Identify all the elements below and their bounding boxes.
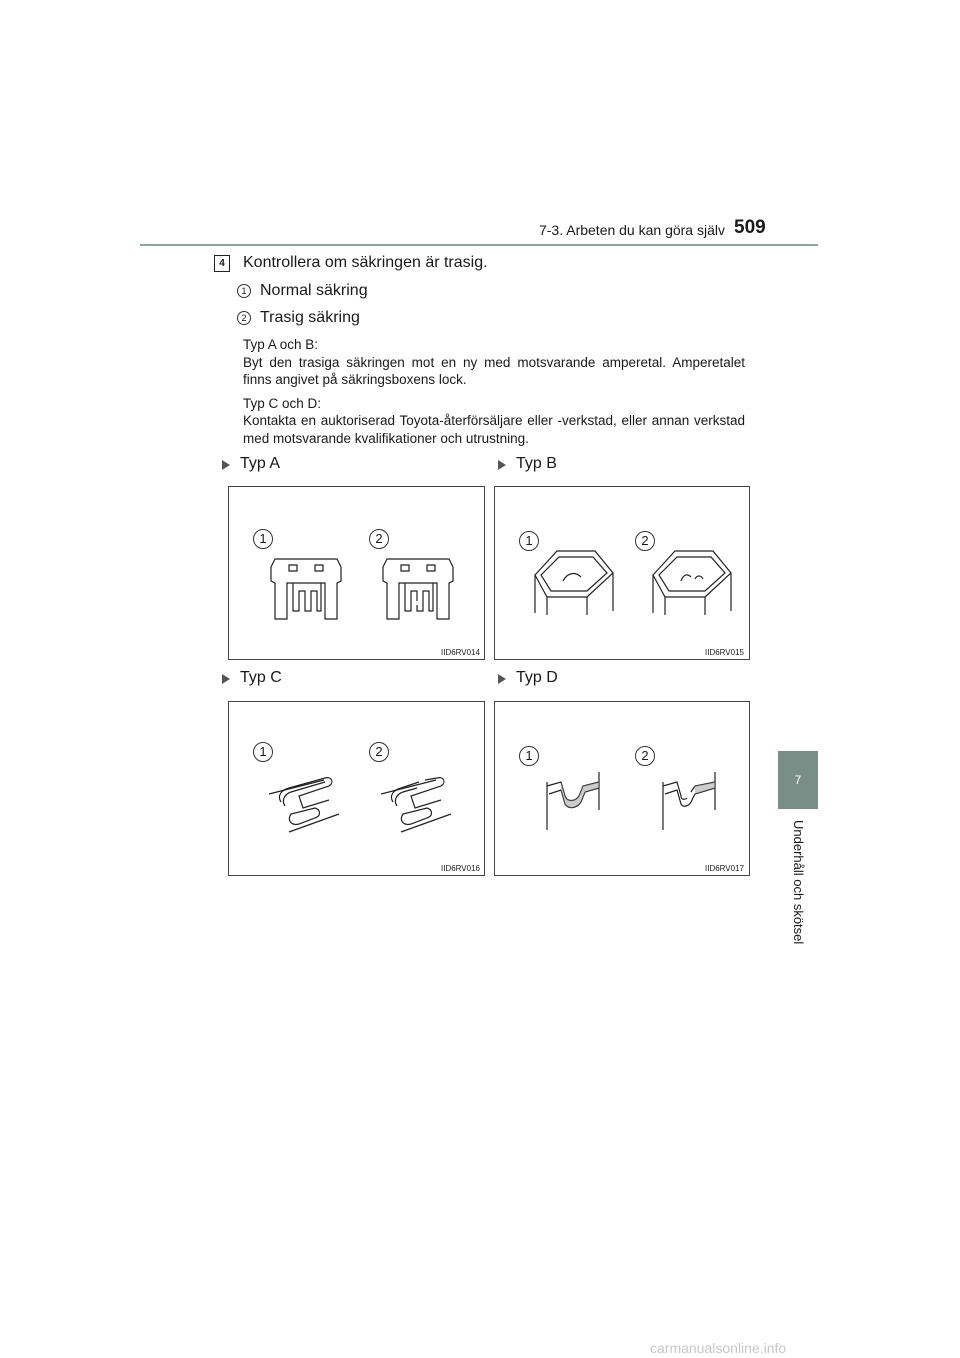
triangle-bullet-icon — [222, 460, 230, 470]
note-title: Typ A och B: — [243, 337, 319, 352]
fuse-type-b-illustration — [495, 487, 749, 659]
fuse-type-a-illustration — [229, 487, 484, 659]
figure-code: IID6RV016 — [441, 864, 480, 873]
chapter-title-vertical — [788, 820, 808, 960]
figure-type-d — [494, 701, 750, 876]
triangle-bullet-icon — [498, 460, 506, 470]
triangle-bullet-icon — [222, 674, 230, 684]
figure-code: IID6RV015 — [705, 648, 744, 657]
figure-label-d: Typ D — [516, 669, 558, 686]
triangle-bullet-icon — [498, 674, 506, 684]
fuse-type-c-illustration — [229, 702, 484, 875]
chapter-title: Underhåll och skötsel — [791, 820, 806, 945]
step-number-box: 4 — [214, 255, 230, 272]
fig-marker-2: 2 — [369, 742, 389, 762]
figure-code: IID6RV017 — [705, 864, 744, 873]
fuse-type-d-illustration — [495, 702, 749, 875]
fig-marker-2: 2 — [369, 529, 389, 549]
item-marker-normal: 1 — [237, 284, 251, 298]
note-body: Byt den trasiga säkringen mot en ny med motsvarande amperetal. Amperetalet finns angivet på säkringsboxens lock. — [243, 354, 745, 387]
step-instruction: Kontrollera om säkringen är trasig. — [243, 254, 488, 271]
figure-type-a — [228, 486, 485, 660]
figure-label-a: Typ A — [240, 455, 281, 472]
figure-type-c — [228, 701, 485, 876]
note-title: Typ C och D: — [243, 395, 322, 411]
notes — [243, 336, 745, 453]
fig-marker-1: 1 — [253, 529, 273, 549]
fig-marker-1: 1 — [519, 531, 539, 551]
watermark: carmanualsonline.info — [650, 1340, 787, 1356]
fig-marker-1: 1 — [253, 742, 273, 762]
figure-label-b: Typ B — [516, 455, 557, 472]
figure-type-b — [494, 486, 750, 660]
figure-code: IID6RV014 — [441, 648, 480, 657]
page-number: 509 — [734, 217, 766, 238]
note-a-b — [243, 336, 745, 389]
item-text-normal: Normal säkring — [260, 282, 368, 299]
item-marker-blown: 2 — [237, 311, 251, 325]
header-rule — [140, 244, 818, 246]
fig-marker-2: 2 — [635, 531, 655, 551]
chapter-tab: 7 — [778, 751, 818, 809]
section-title: 7-3. Arbeten du kan göra själv — [538, 222, 725, 238]
item-text-blown: Trasig säkring — [260, 309, 360, 326]
fig-marker-1: 1 — [519, 746, 539, 766]
note-c-d — [243, 395, 745, 448]
fig-marker-2: 2 — [635, 746, 655, 766]
figure-label-c: Typ C — [240, 669, 282, 686]
note-body: Kontakta en auktoriserad Toyota-återförsäljare eller -verkstad, eller annan verkstad med motsvarande kvalifikationer och utrustning. — [243, 413, 745, 446]
